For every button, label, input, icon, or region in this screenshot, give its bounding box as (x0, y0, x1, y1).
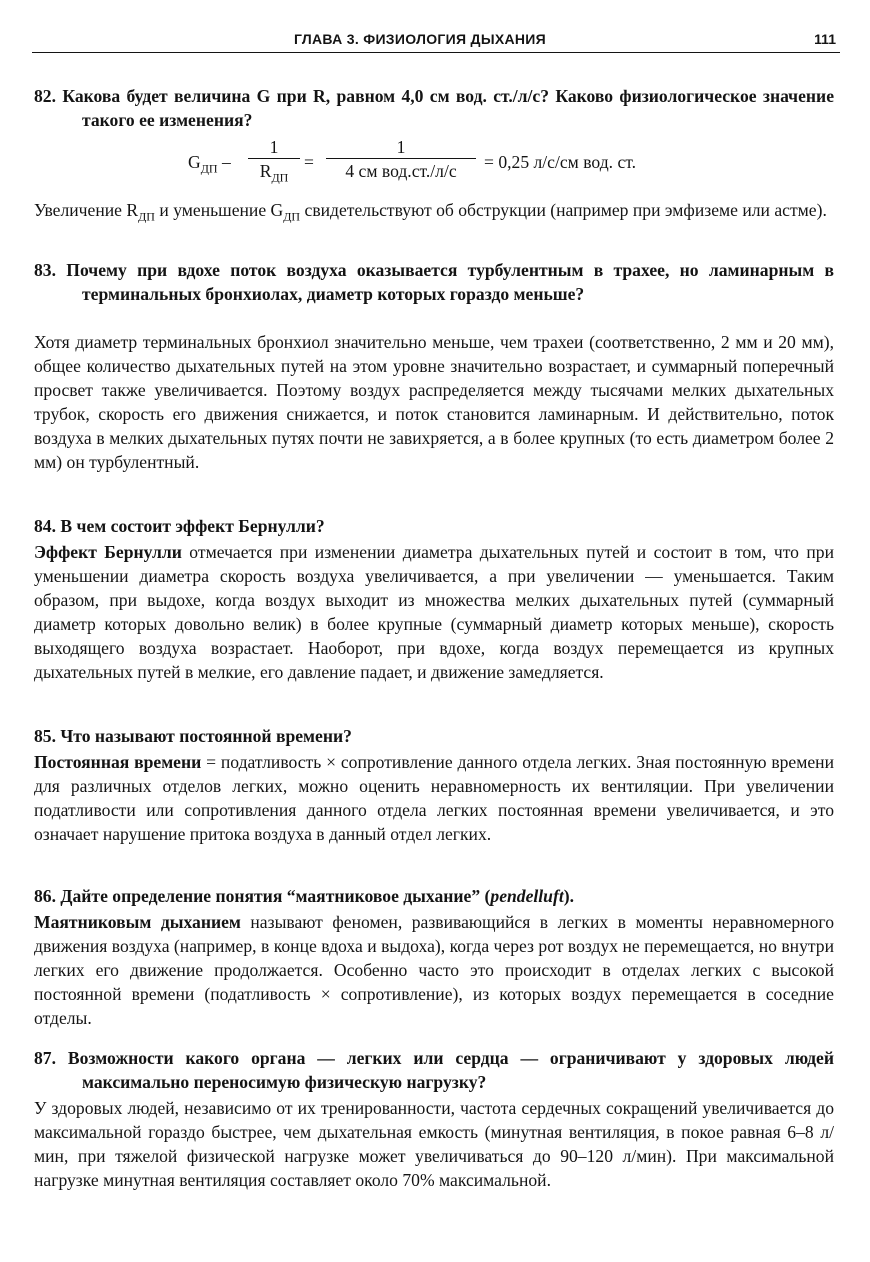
answer-84: Эффект Бернулли отмечается при изменении диаметра дыхательных путей и состоит в том, что при уменьшении диаметра скорость воздуха увеличивается, а при увеличении — уменьшается. Таким образом, при выдохе, когда воздух выходит из множества мелких дыхательных путей (суммарный диаметр которых довольно велик) в более крупные (суммарный диаметр которых меньше), скорость выходящего воздуха возрастает. Наоборот, при вдохе, когда воздух перемещается из крупных дыхательных путей в мелкие, его давление падает, и движение замедляется. (34, 542, 834, 682)
fraction-2: 1 4 см вод.ст./л/с (326, 136, 476, 183)
formula-lhs: $G_{ДП}$ – (188, 152, 231, 176)
term-time-constant: Постоянная времени (34, 752, 202, 772)
answer-82: Увеличение $R_{ДП}$ и уменьшение $G_{ДП}$ свидетельствуют об обструкции (например при эмфиземе или астме). (34, 200, 827, 224)
fraction-1: 1 $R_{ДП}$ (248, 136, 300, 190)
term-bernoulli: Эффект Бернулли (34, 542, 182, 562)
term-pendelluft: Маятниковым дыханием (34, 912, 241, 932)
question-86: 86. Дайте определение понятия “маятниковое дыхание” (pendelluft). (34, 886, 574, 906)
answer-86: Маятниковым дыханием называют феномен, развивающийся в легких в моменты неравномерного движения воздуха (например, в конце вдоха и выдоха), когда через рот воздух не перемещается, но внутри легких его движение продолжается. Особенно часто это происходит в отделах легких с высокой постоянной времени (податливость × сопротивление), из которых воздух перемещается в соседние отделы. (34, 912, 834, 1028)
answer-87: У здоровых людей, независимо от их тренированности, частота сердечных сокращений увеличивается до максимальной гораздо быстрее, чем дыхательная емкость (минутная вентиляция, в покое равная 6–8 л/мин, при тяжелой физической нагрузке может увеличиваться до 90–120 л/мин). При максимальной нагрузке минутная вентиляция составляет около 70% максимальной. (34, 1098, 834, 1190)
page-header (32, 28, 840, 53)
question-83: 83. Почему при вдохе поток воздуха оказывается турбулентным в трахее, но ламинарным в терминальных бронхиолах, диаметр которых гораздо меньше? (34, 260, 834, 304)
question-84: 84. В чем состоит эффект Бернулли? (34, 516, 325, 536)
running-title: ГЛАВА 3. ФИЗИОЛОГИЯ ДЫХАНИЯ (294, 31, 547, 47)
formula-conductance (188, 137, 748, 192)
question-82: 82. Какова будет величина G при R, равном 4,0 см вод. ст./л/с? Каково физиологическое значение такого ее изменения? (34, 86, 834, 130)
answer-85: Постоянная времени = податливость × сопротивление данного отдела легких. Зная постоянную времени для различных отделов легких, можно оценить неравномерность их вентиляции. При увеличении податливости или сопротивления данного отдела легких постоянная времени увеличивается, и это означает нарушение притока воздуха в данный отдел легких. (34, 752, 835, 844)
answer-83: Хотя диаметр терминальных бронхиол значительно меньше, чем трахеи (соответственно, 2 мм и 20 мм), общее количество дыхательных путей на этом уровне значительно возрастает, и суммарный поперечный просвет также увеличивается. Поэтому воздух распределяется между тысячами мелких дыхательных трубок, скорость его движения снижается, и поток становится ламинарным. И действительно, поток воздуха в мелких дыхательных путях почти не завихряется, а в более крупных (то есть диаметром более 2 мм) он турбулентный. (34, 332, 834, 472)
question-85: 85. Что называют постоянной времени? (34, 726, 352, 746)
formula-equals: = (304, 152, 314, 172)
page-number: 111 (814, 31, 836, 47)
question-87: 87. Возможности какого органа — легких или сердца — ограничивают у здоровых людей максимально переносимую физическую нагрузку? (34, 1048, 834, 1092)
formula-result: = 0,25 л/с/см вод. ст. (484, 152, 637, 172)
